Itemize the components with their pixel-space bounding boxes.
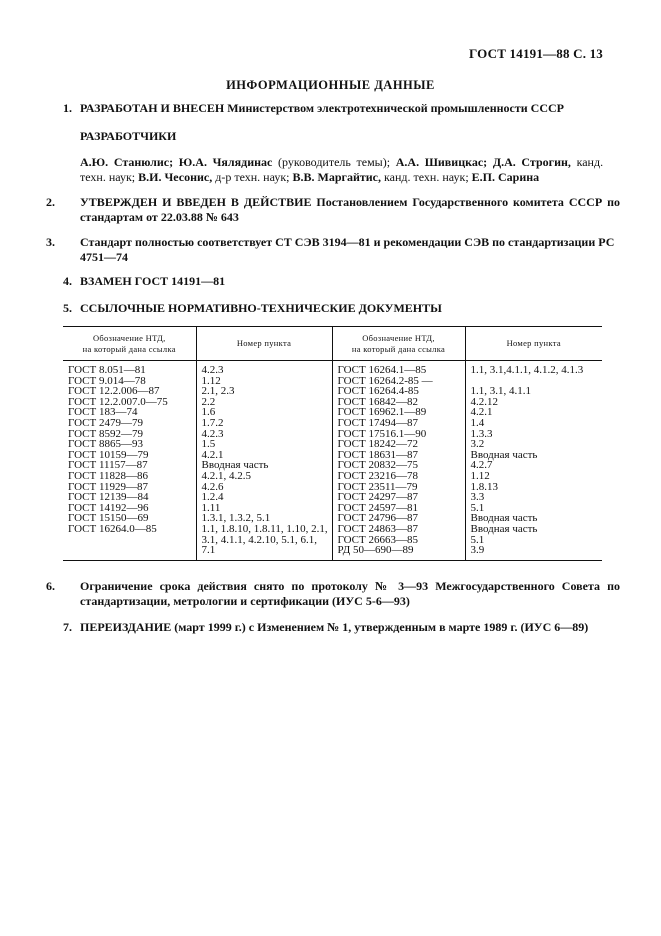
- left-point-column: [196, 361, 332, 561]
- doc-designation: ГОСТ 18631—87: [337, 448, 418, 461]
- page-title: ИНФОРМАЦИОННЫЕ ДАННЫЕ: [226, 78, 435, 92]
- doc-designation: ГОСТ 2479—79: [68, 416, 143, 429]
- point-number: 1.6: [201, 406, 216, 419]
- section-conformity: [46, 235, 620, 265]
- doc-designation: ГОСТ 183—74: [68, 406, 138, 419]
- header-point-right: Номер пункта: [465, 327, 602, 361]
- developer-role: канд. техн. наук;: [80, 155, 604, 184]
- developer-name: Е.П. Сарина: [471, 170, 540, 184]
- developer-name: А.Ю. Станюлис;: [80, 155, 174, 169]
- doc-designation: ГОСТ 11157—87: [68, 459, 148, 472]
- section-approved: [46, 195, 620, 225]
- developer-role: (руководитель темы);: [278, 155, 391, 169]
- doc-designation: ГОСТ 17494—87: [337, 416, 418, 429]
- point-number: Вводная часть: [470, 448, 538, 461]
- point-number: 4.2.6: [201, 480, 224, 493]
- developer-role: канд. техн. наук;: [384, 170, 469, 184]
- doc-designation: ГОСТ 8.051—81: [68, 364, 146, 376]
- section-reference-docs: [63, 301, 603, 316]
- reference-documents-table: [63, 326, 602, 561]
- doc-designation: ГОСТ 17516.1—90: [337, 427, 427, 440]
- doc-designation: ГОСТ 16264.4-85: [337, 385, 419, 398]
- item-number: 3.: [46, 235, 55, 249]
- doc-designation: ГОСТ 9.014—78: [68, 374, 146, 387]
- point-number: 1.12: [470, 469, 490, 482]
- doc-designation: ГОСТ 11828—86: [68, 469, 149, 482]
- doc-designation: ГОСТ 8865—93: [68, 438, 143, 451]
- point-number: 1.3.3: [470, 427, 493, 440]
- item-text: Стандарт полностью соответствует СТ СЭВ 3194—81 и рекомендации СЭВ по стандартизации РС 4751—74: [80, 235, 615, 264]
- doc-designation: ГОСТ 16264.1—85: [337, 364, 427, 376]
- point-number: 1.8.13: [470, 480, 498, 493]
- point-number: 1.1, 3.1, 4.1.1: [470, 385, 531, 398]
- point-number: 4.2.7: [470, 459, 493, 472]
- section-reissue: [63, 620, 603, 635]
- header-point-left: Номер пункта: [196, 327, 332, 361]
- point-number: 4.2.1, 4.2.5: [201, 469, 251, 482]
- item-text: РАЗРАБОТАН И ВНЕСЕН Министерством электротехнической промышленности СССР: [80, 101, 565, 115]
- header-doc-right: Обозначение НТД, на который дана ссылка: [332, 327, 465, 361]
- point-number: 3.9: [470, 544, 485, 557]
- doc-designation: ГОСТ 16962.1—89: [337, 406, 427, 419]
- doc-designation: ГОСТ 11929—87: [68, 480, 149, 493]
- section-replaces: [63, 274, 603, 289]
- doc-designation: ГОСТ 16264.0—85: [68, 522, 157, 535]
- point-number: 1.12: [201, 374, 221, 387]
- doc-designation: ГОСТ 16842—82: [337, 395, 418, 408]
- point-number: 5.1: [470, 533, 485, 546]
- item-number: 5.: [63, 301, 72, 315]
- point-number: 1.3.1, 1.3.2, 5.1: [201, 512, 271, 525]
- point-number: Вводная часть: [201, 459, 269, 472]
- point-number: 2.2: [201, 395, 216, 408]
- right-doc-column: [332, 361, 465, 561]
- item-number: 1.: [63, 101, 72, 115]
- doc-designation: ГОСТ 23511—79: [337, 480, 418, 493]
- point-number: 4.2.3: [201, 364, 224, 376]
- section-validity: [46, 579, 620, 609]
- document-header-id: ГОСТ 14191—88 С. 13: [469, 46, 603, 61]
- item-text: Ограничение срока действия снято по протоколу № 3—93 Межгосударственного Совета по стандартизации, метрологии и сертификации (ИУС 5-6—93): [80, 579, 620, 608]
- doc-designation: ГОСТ 14192—96: [68, 501, 149, 514]
- doc-designation: ГОСТ 10159—79: [68, 448, 149, 461]
- item-number: 4.: [63, 274, 72, 288]
- point-number: 2.1, 2.3: [201, 385, 235, 398]
- point-number: 1.11: [201, 501, 221, 514]
- doc-designation: ГОСТ 16264.2-85 —: [337, 374, 433, 387]
- point-number: 1.5: [201, 438, 216, 451]
- header-doc-left: Обозначение НТД, на который дана ссылка: [63, 327, 196, 361]
- doc-designation: ГОСТ 24796—87: [337, 512, 418, 525]
- right-point-column: [465, 361, 602, 561]
- doc-designation: ГОСТ 15150—69: [68, 512, 149, 525]
- developer-role: д-р техн. наук;: [215, 170, 290, 184]
- doc-designation: ГОСТ 12.2.006—87: [68, 385, 160, 398]
- doc-designation: РД 50—690—89: [337, 544, 414, 557]
- item-number: 6.: [46, 579, 55, 593]
- doc-designation: ГОСТ 24597—81: [337, 501, 418, 514]
- developers-heading: РАЗРАБОТЧИКИ: [80, 129, 177, 143]
- point-number: 1.1, 1.8.10, 1.8.11, 1.10, 2.1,: [201, 522, 328, 535]
- point-number: 4.2.1: [470, 406, 493, 419]
- doc-designation: ГОСТ 23216—78: [337, 469, 418, 482]
- developers-list: [63, 155, 603, 185]
- table-header-row: [63, 327, 602, 361]
- item-text: УТВЕРЖДЕН И ВВЕДЕН В ДЕЙСТВИЕ Постановлением Государственного комитета СССР по стандартам от 22.03.88 № 643: [80, 195, 620, 224]
- point-number: 3.2: [470, 438, 485, 451]
- doc-designation: ГОСТ 24863—87: [337, 522, 418, 535]
- table-body-row: [63, 361, 602, 561]
- developer-name: В.В. Маргайтис,: [292, 170, 382, 184]
- developer-name: А.А. Шивицкас;: [395, 155, 488, 169]
- point-number: Вводная часть: [470, 512, 538, 525]
- point-number: 4.2.12: [470, 395, 498, 408]
- doc-designation: ГОСТ 12.2.007.0—75: [68, 395, 168, 408]
- doc-designation: ГОСТ 12139—84: [68, 491, 149, 504]
- item-text: ССЫЛОЧНЫЕ НОРМАТИВНО-ТЕХНИЧЕСКИЕ ДОКУМЕНТЫ: [80, 301, 442, 315]
- developer-name: В.И. Чесонис,: [138, 170, 213, 184]
- point-number: 1.1, 3.1,4.1.1, 4.1.2, 4.1.3: [470, 364, 584, 376]
- point-number: 4.2.3: [201, 427, 224, 440]
- point-number: 1.4: [470, 416, 485, 429]
- doc-designation: ГОСТ 8592—79: [68, 427, 143, 440]
- developer-name: Ю.А. Чялядинас: [178, 155, 273, 169]
- item-number: 2.: [46, 195, 55, 209]
- point-number: 3.1, 4.1.1, 4.2.10, 5.1, 6.1,: [201, 533, 317, 546]
- doc-designation: ГОСТ 20832—75: [337, 459, 418, 472]
- doc-designation: ГОСТ 18242—72: [337, 438, 418, 451]
- point-number: 5.1: [470, 501, 485, 514]
- left-doc-column: [63, 361, 196, 561]
- doc-designation: ГОСТ 24297—87: [337, 491, 418, 504]
- point-number: 1.7.2: [201, 416, 224, 429]
- item-text: ПЕРЕИЗДАНИЕ (март 1999 г.) с Изменением № 1, утвержденным в марте 1989 г. (ИУС 6—89): [80, 620, 589, 634]
- point-number: 7.1: [201, 544, 216, 557]
- doc-designation: ГОСТ 26663—85: [337, 533, 418, 546]
- section-developed: [63, 101, 603, 116]
- item-number: 7.: [63, 620, 72, 634]
- point-number: 4.2.1: [201, 448, 224, 461]
- point-number: 1.2.4: [201, 491, 224, 504]
- point-number: 3.3: [470, 491, 485, 504]
- item-text: ВЗАМЕН ГОСТ 14191—81: [80, 274, 226, 288]
- developer-name: Д.А. Строгин,: [492, 155, 571, 169]
- point-number: Вводная часть: [470, 522, 538, 535]
